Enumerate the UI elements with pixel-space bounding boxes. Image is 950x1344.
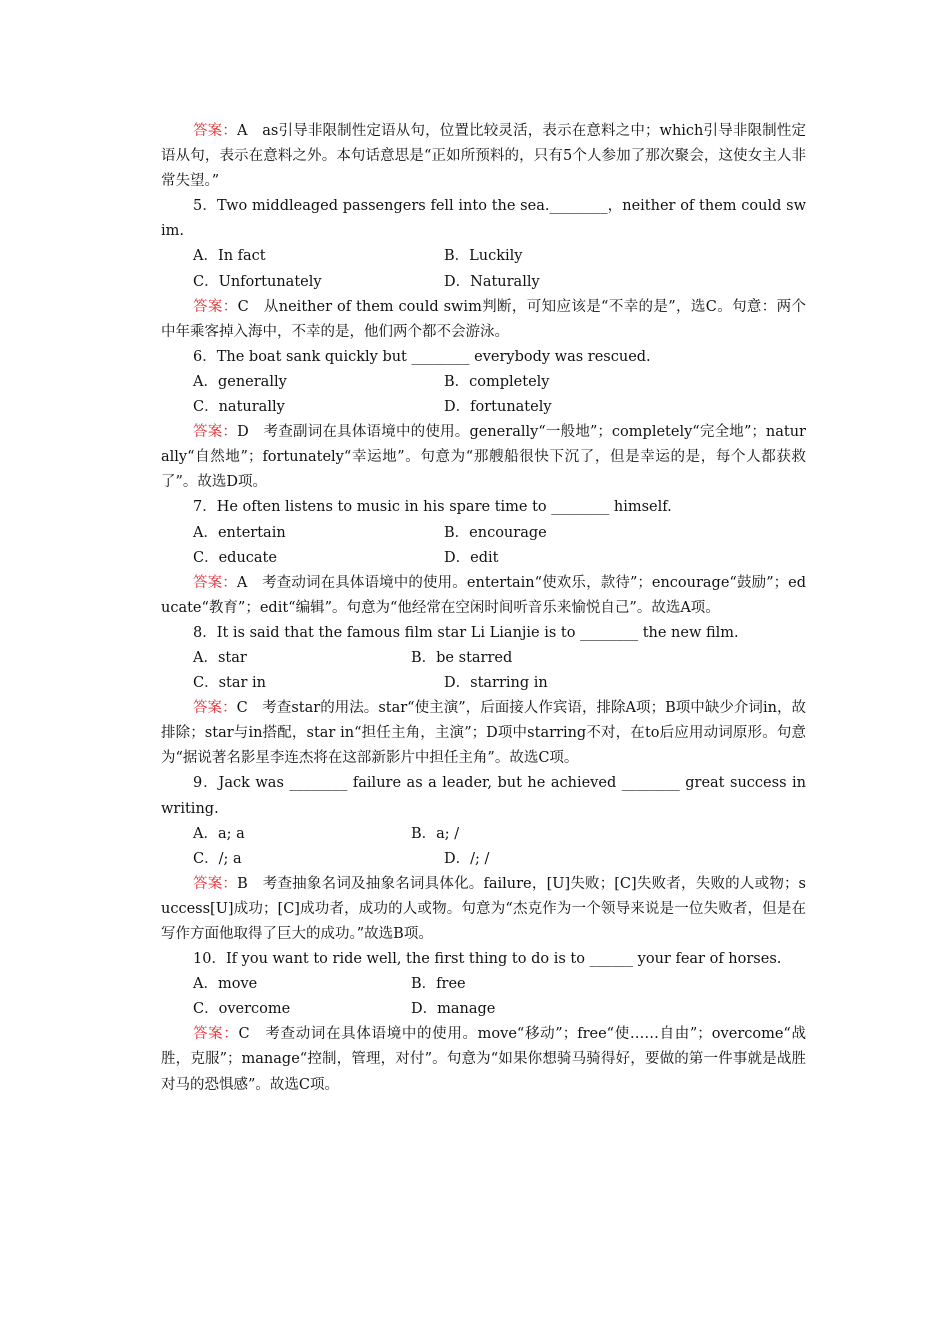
answer-label: 答案： — [193, 875, 238, 892]
options-row — [161, 997, 806, 1022]
question-text: 7．He often listens to music in his spare time to ________ himself. — [193, 499, 672, 516]
answer-text: 答案：C 考查动词在具体语境中的使用。move“移动”；free“使……自由”；overcome“战胜，克服”；manage“控制，管理，对付”。句意为“如果你想骑马骑得好，要做的第一件事就是战胜对马的恐惧感”。故选C项。 — [161, 1026, 806, 1093]
option-c: C．educate — [193, 549, 277, 566]
answer-text: 答案：A 考查动词在具体语境中的使用。entertain“使欢乐，款待”；encourage“鼓励”；educate“教育”；edit“编辑”。句意为“他经常在空闲时间听音乐来愉悦自己”。故选A项。 — [161, 574, 806, 616]
options-row — [161, 847, 806, 872]
answer-label: 答案： — [193, 123, 237, 139]
question-text: 5．Two middleaged passengers fell into the sea.________，neither of them could swim. — [161, 198, 806, 240]
option-c: C．star in — [193, 675, 267, 692]
option-b: B．free — [411, 976, 466, 993]
options-row — [161, 822, 806, 847]
options-row — [161, 972, 806, 997]
answer-text: 答案：C 考查star的用法。star“使主演”，后面接人作宾语，排除A项；B项中缺少介词in，故排除；star与in搭配，star in“担任主角，主演”；D项中starring不对，在to后应用动词原形。句意为“据说著名影星李连杰将在这部新影片中担任主角”。故选C项。 — [161, 700, 807, 767]
option-a: A．a; a — [193, 825, 245, 842]
option-b: B．Luckily — [444, 248, 523, 265]
option-b: B．a; / — [411, 825, 460, 842]
option-c: C．Unfortunately — [193, 273, 322, 290]
answer-text: 答案：C 从neither of them could swim判断，可知应该是“不幸的是”，选C。句意：两个中年乘客掉入海中，不幸的是，他们两个都不会游泳。 — [161, 298, 807, 340]
answer-text: 答案：B 考查抽象名词及抽象名词具体化。failure，[U]失败；[C]失败者，失败的人或物；success[U]成功；[C]成功者，成功的人或物。句意为“杰克作为一个领导来说是一位失败者，但是在写作方面他取得了巨大的成功。”故选B项。 — [161, 875, 806, 942]
option-a: A．move — [193, 976, 258, 993]
option-b: B．encourage — [444, 524, 547, 541]
answer-label: 答案： — [193, 700, 237, 717]
option-a: A．star — [193, 649, 247, 666]
option-c: C．naturally — [193, 399, 285, 416]
options-row — [161, 244, 806, 269]
option-d: D．fortunately — [444, 399, 552, 416]
options-row — [161, 395, 806, 420]
option-d: D．edit — [444, 549, 499, 566]
options-row — [161, 270, 806, 295]
option-b: B．completely — [444, 373, 550, 390]
option-a: A．In fact — [193, 248, 266, 265]
option-c: C．/; a — [193, 850, 242, 867]
answer-text: 答案：D 考查副词在具体语境中的使用。generally“一般地”；completely“完全地”；naturally“自然地”；fortunately“幸运地”。句意为“那艘船很快下沉了，但是幸运的是，每个人都获救了”。故选D项。 — [161, 424, 806, 491]
options-row — [161, 521, 806, 546]
question-text: 10．If you want to ride well, the first thing to do is to ______ your fear of horses. — [193, 951, 782, 968]
answer-label: 答案： — [193, 574, 237, 591]
answer-label: 答案： — [193, 424, 238, 441]
option-d: D．/; / — [444, 850, 490, 867]
option-d: D．Naturally — [444, 273, 540, 290]
options-row — [161, 671, 806, 696]
answer-text: 答案：A as引导非限制性定语从句，位置比较灵活，表示在意料之中；which引导非限制性定语从句，表示在意料之外。本句话意思是“正如所预料的，只有5个人参加了那次聚会，这使女主人非常失望。” — [161, 123, 806, 190]
question-text: 9．Jack was ________ failure as a leader, but he achieved ________ great success in writing. — [161, 775, 806, 817]
option-c: C．overcome — [193, 1001, 291, 1018]
question-text: 8．It is said that the famous film star Li Lianjie is to ________ the new film. — [193, 624, 739, 641]
option-d: D．starring in — [444, 675, 548, 692]
question-text: 6．The boat sank quickly but ________ everybody was rescued. — [193, 348, 651, 365]
options-row — [161, 370, 806, 395]
option-b: B．be starred — [411, 649, 513, 666]
options-row — [161, 546, 806, 571]
option-a: A．entertain — [193, 524, 286, 541]
answer-label: 答案： — [193, 1026, 239, 1043]
option-d: D．manage — [411, 1001, 496, 1018]
answer-label: 答案： — [193, 298, 238, 315]
options-row — [161, 646, 806, 671]
option-a: A．generally — [193, 373, 287, 390]
document-page — [161, 119, 806, 1098]
